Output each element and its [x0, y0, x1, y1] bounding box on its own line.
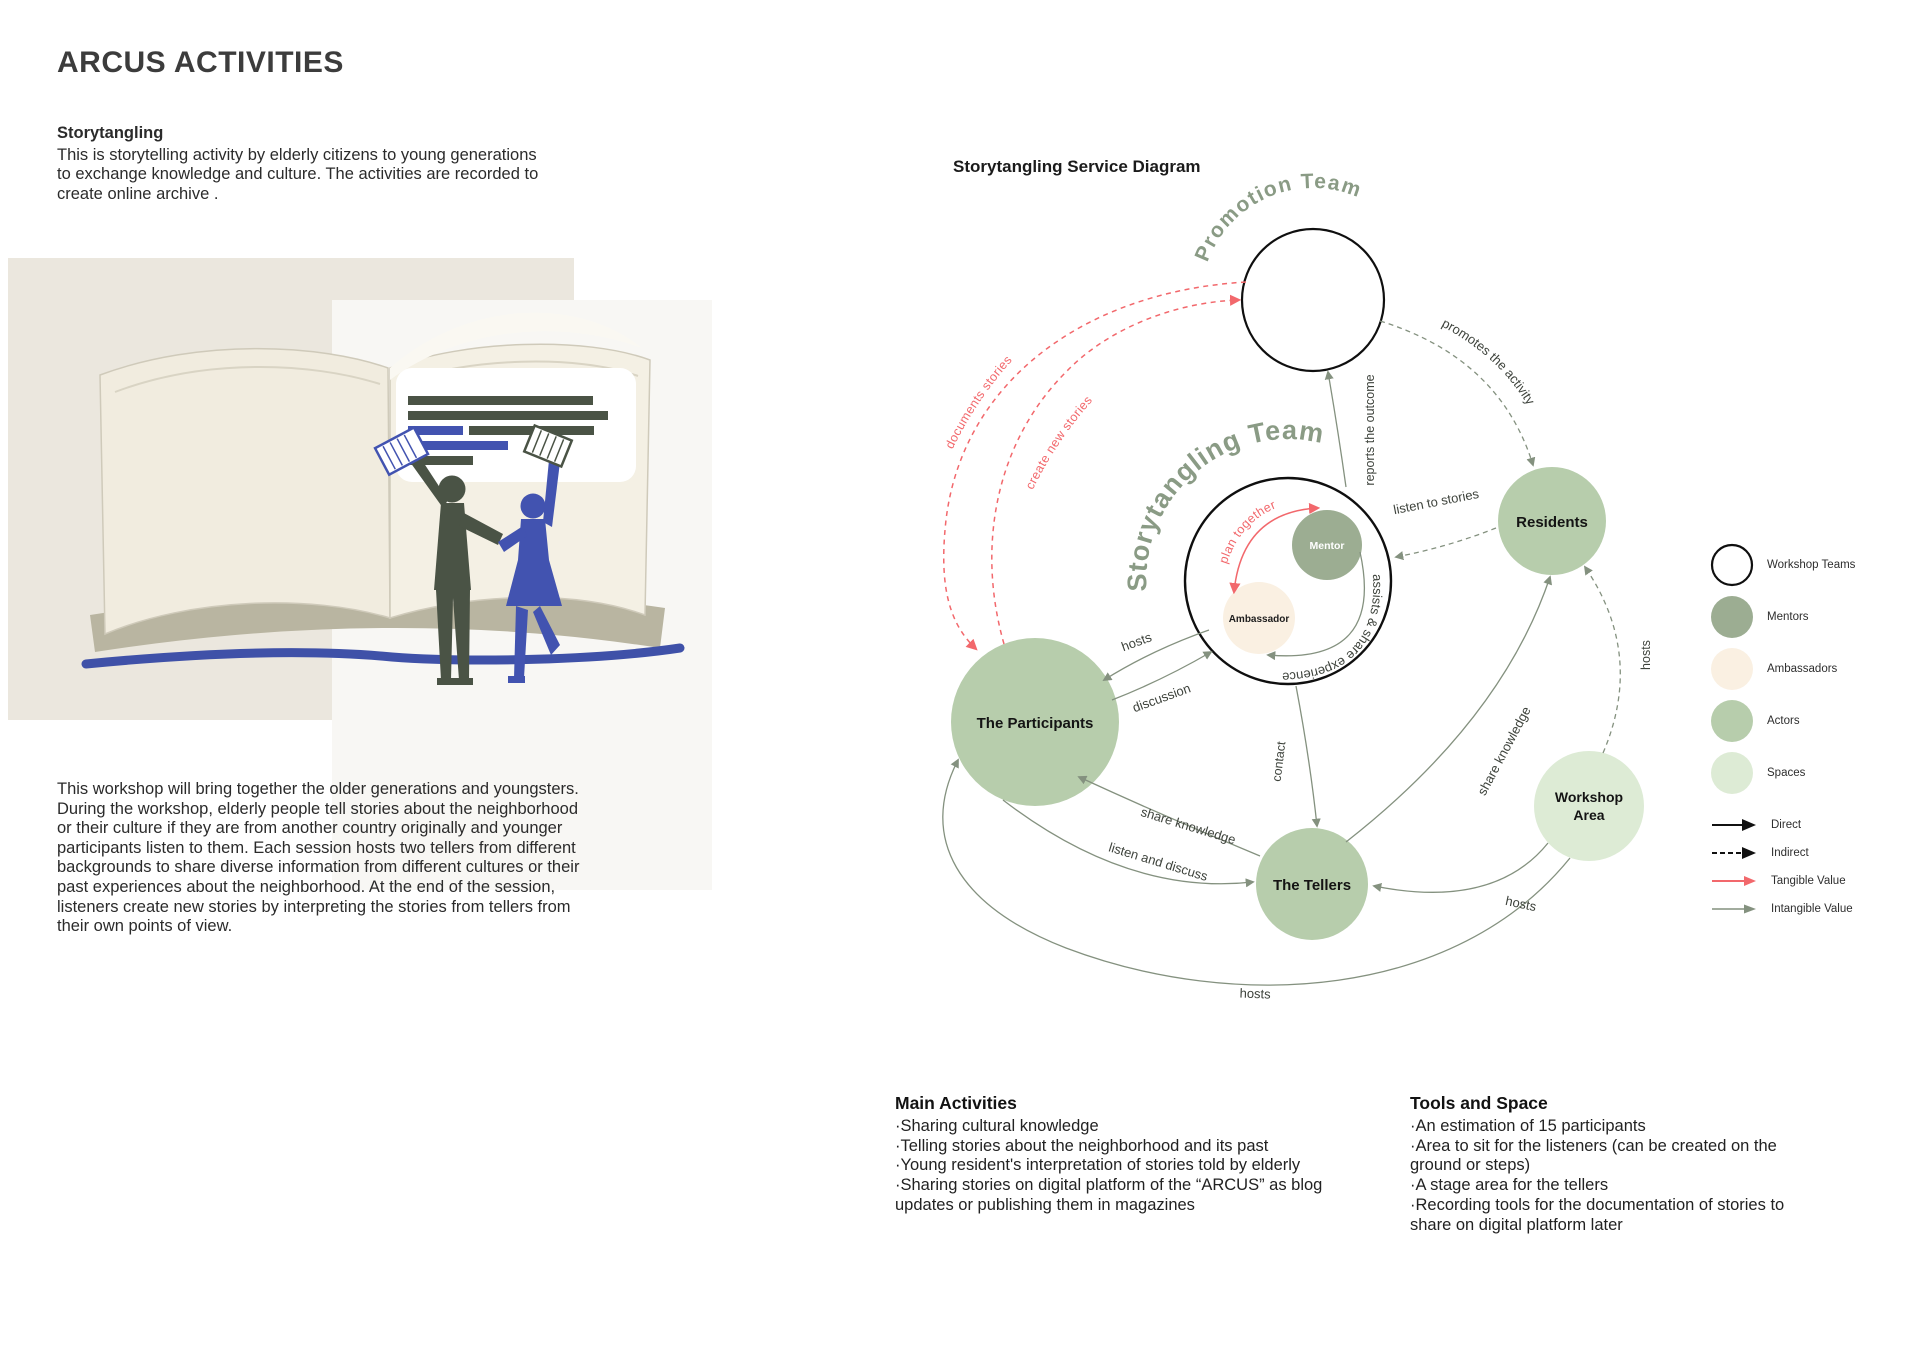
- reports-outcome-label: reports the outcome: [1363, 374, 1377, 486]
- workshop-paragraph: This workshop will bring together the older generations and youngsters. During the workshop, elderly people tell stories about the neighborhood or their culture if they are from another country originally and younger participants listen to them. Each session hosts two tellers from different backgrounds to share diverse information from different cultures or their past experiences about the neighborhood. At the end of the session, listeners create new stories by interpreting the stories from tellers from their own points of view.: [57, 780, 580, 936]
- main-activities-item: ·Sharing stories on digital platform of the “ARCUS” as blog updates or publishing them in magazines: [895, 1176, 1323, 1214]
- assists-label: assists & share experience: [1281, 573, 1386, 685]
- tools-space-item: ·Area to sit for the listeners (can be created on the ground or steps): [1410, 1136, 1777, 1175]
- share-knowledge-label: share knowledge: [1139, 804, 1238, 848]
- legend-row-ambassadors: [1710, 647, 1920, 691]
- legend-row-tangible: [1710, 873, 1920, 889]
- legend-label: Indirect: [1771, 847, 1809, 859]
- edge-contact: [1296, 686, 1317, 826]
- main-activities-item: ·Young resident's interpretation of stories told by elderly: [895, 1156, 1301, 1175]
- legend-row-workshop-teams: [1710, 543, 1920, 587]
- legend-row-spaces: [1710, 751, 1920, 795]
- main-activities-heading: Main Activities: [895, 1093, 1017, 1113]
- storytangling-team-label: Storytangling Team: [1122, 414, 1327, 592]
- intangible-value-arrow-icon: [1710, 901, 1758, 917]
- legend-row-intangible: [1710, 901, 1920, 917]
- spaces-swatch-icon: [1710, 751, 1754, 795]
- listen-to-stories-label: listen to stories: [1392, 485, 1481, 518]
- workshop-area-label-line2: Area: [1573, 807, 1605, 823]
- hosts-team-participants-label: hosts: [1119, 629, 1154, 655]
- legend-label: Ambassadors: [1767, 663, 1838, 675]
- edge-listen-and-discuss: [1003, 800, 1253, 884]
- legend-label: Intangible Value: [1771, 903, 1853, 915]
- intro-block: [57, 124, 549, 204]
- legend-label: Tangible Value: [1771, 875, 1846, 887]
- main-activities-item: ·Telling stories about the neighborhood and its past: [895, 1136, 1269, 1155]
- indirect-arrow-icon: [1710, 845, 1758, 861]
- direct-arrow-icon: [1710, 817, 1758, 833]
- service-diagram: [943, 170, 1653, 1002]
- promotion-team-circle: [1242, 229, 1384, 371]
- legend-arrow-section: [1710, 817, 1920, 917]
- legend: [1710, 543, 1920, 929]
- mentors-swatch-icon: [1710, 595, 1754, 639]
- tools-space-item: ·A stage area for the tellers: [1410, 1176, 1609, 1195]
- hosts-workshop-tellers-label: hosts: [1504, 893, 1538, 915]
- residents-label: Residents: [1516, 514, 1588, 531]
- legend-label: Direct: [1771, 819, 1802, 831]
- tangible-value-arrow-icon: [1710, 873, 1758, 889]
- main-activities-item: ·Sharing cultural knowledge: [895, 1116, 1099, 1135]
- edge-promotes-activity: [1380, 321, 1533, 465]
- discussion-label: discussion: [1130, 680, 1193, 716]
- tools-space-item: ·Recording tools for the documentation of stories to share on digital platform later: [1410, 1195, 1785, 1234]
- hosts-right-label: hosts: [1639, 640, 1653, 670]
- ambassadors-swatch-icon: [1710, 647, 1754, 691]
- edge-hosts-workshop-tellers: [1374, 843, 1548, 892]
- main-activities-block: [895, 1094, 1377, 1216]
- documents-stories-label: documents stories: [942, 352, 1015, 451]
- edge-listen-to-stories: [1396, 528, 1496, 557]
- legend-row-mentors: [1710, 595, 1920, 639]
- intro-body: This is storytelling activity by elderly citizens to young generations to exchange knowledge and culture. The activities are recorded to create online archive .: [57, 145, 539, 203]
- tools-space-block: [1410, 1094, 1814, 1236]
- book-left-page: [100, 349, 390, 634]
- workshop-area-label-line1: Workshop: [1554, 789, 1624, 805]
- intro-heading: Storytangling: [57, 124, 164, 142]
- promotes-activity-label: promotes the activity: [1439, 315, 1538, 408]
- share-knowledge-right-label: share knowledge: [1474, 703, 1534, 798]
- plan-together-label: plan together: [1216, 497, 1278, 566]
- legend-label: Mentors: [1767, 611, 1809, 623]
- tools-space-item: ·An estimation of 15 participants: [1410, 1116, 1646, 1135]
- legend-label: Actors: [1767, 715, 1800, 727]
- hosts-bottom-label: hosts: [1239, 985, 1271, 1002]
- legend-label: Workshop Teams: [1767, 559, 1856, 571]
- legend-row-actors: [1710, 699, 1920, 743]
- contact-label: contact: [1269, 740, 1289, 783]
- participants-label: The Participants: [976, 715, 1094, 732]
- edge-hosts-right: [1585, 567, 1620, 753]
- tools-space-heading: Tools and Space: [1410, 1093, 1548, 1113]
- edge-hosts-team-participants: [1104, 630, 1209, 680]
- workshop-area-node: [1534, 751, 1644, 861]
- actors-swatch-icon: [1710, 699, 1754, 743]
- workshop-teams-swatch-icon: [1710, 543, 1754, 587]
- legend-row-direct: [1710, 817, 1920, 833]
- tellers-label: The Tellers: [1272, 877, 1352, 894]
- page-title: ARCUS ACTIVITIES: [57, 46, 344, 79]
- mentor-label: Mentor: [1309, 540, 1345, 552]
- diagram-title: Storytangling Service Diagram: [953, 157, 1201, 176]
- legend-label: Spaces: [1767, 767, 1806, 779]
- promotion-team-label: Promotion Team: [1190, 169, 1366, 265]
- ambassador-label: Ambassador: [1228, 614, 1290, 625]
- listen-and-discuss-label: listen and discuss: [1107, 839, 1210, 884]
- edge-reports-outcome: [1328, 372, 1346, 487]
- create-new-stories-label: create new stories: [1022, 392, 1096, 492]
- legend-row-indirect: [1710, 845, 1920, 861]
